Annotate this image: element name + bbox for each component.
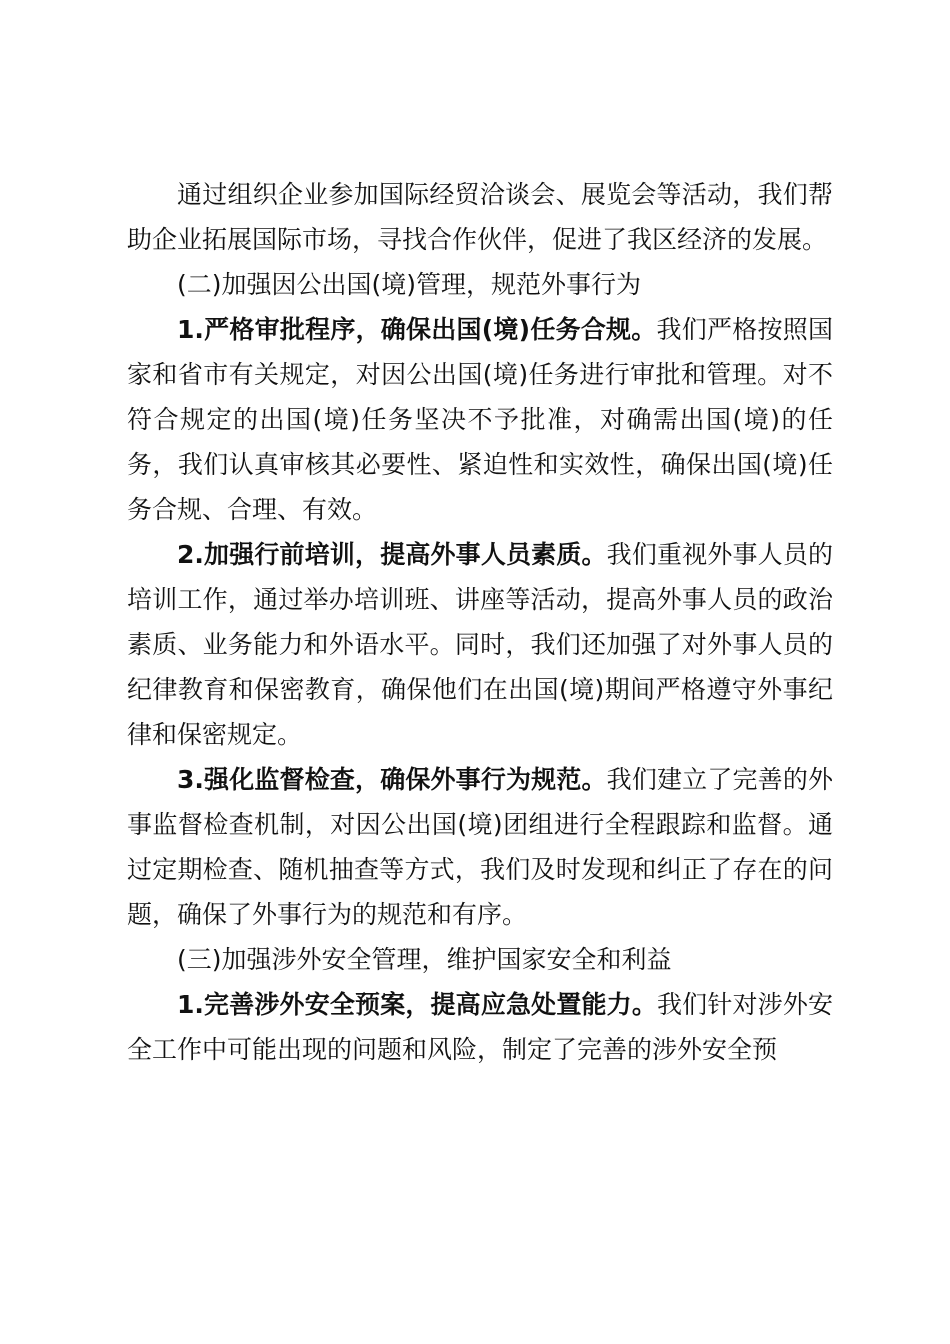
paragraph [127,172,833,262]
paragraph-text: 我们建立了完善的外事监督检查机制，对因公出国(境)团组进行全程跟踪和监督。通过定期检查、随机抽查等方式，我们及时发现和纠正了存在的问题，确保了外事行为的规范和有序。 [127,765,833,929]
paragraph-text: 我们针对涉外安全工作中可能出现的问题和风险，制定了完善的涉外安全预 [127,990,833,1064]
document-body [127,172,833,1072]
paragraph [127,307,833,532]
paragraph-lead: 2.加强行前培训，提高外事人员素质。 [177,540,607,569]
paragraph-text: 我们严格按照国家和省市有关规定，对因公出国(境)任务进行审批和管理。对不符合规定的出国(境)任务坚决不予批准，对确需出国(境)的任务，我们认真审核其必要性、紧迫性和实效性，确保出国(境)任务合规、合理、有效。 [127,315,833,524]
paragraph [127,532,833,757]
paragraph-text: 我们重视外事人员的培训工作，通过举办培训班、讲座等活动，提高外事人员的政治素质、业务能力和外语水平。同时，我们还加强了对外事人员的纪律教育和保密教育，确保他们在出国(境)期间严格遵守外事纪律和保密规定。 [127,540,833,749]
paragraph [127,982,833,1072]
paragraph-lead: 3.强化监督检查，确保外事行为规范。 [177,765,607,794]
paragraph-lead: 1.完善涉外安全预案，提高应急处置能力。 [177,990,657,1019]
paragraph-text: 通过组织企业参加国际经贸洽谈会、展览会等活动，我们帮助企业拓展国际市场，寻找合作伙伴，促进了我区经济的发展。 [127,180,833,254]
section-heading [127,937,833,982]
section-heading [127,262,833,307]
paragraph-lead: 1.严格审批程序，确保出国(境)任务合规。 [177,315,657,344]
section-heading-text: (二)加强因公出国(境)管理，规范外事行为 [177,270,642,299]
paragraph [127,757,833,937]
section-heading-text: (三)加强涉外安全管理，维护国家安全和利益 [177,945,672,974]
